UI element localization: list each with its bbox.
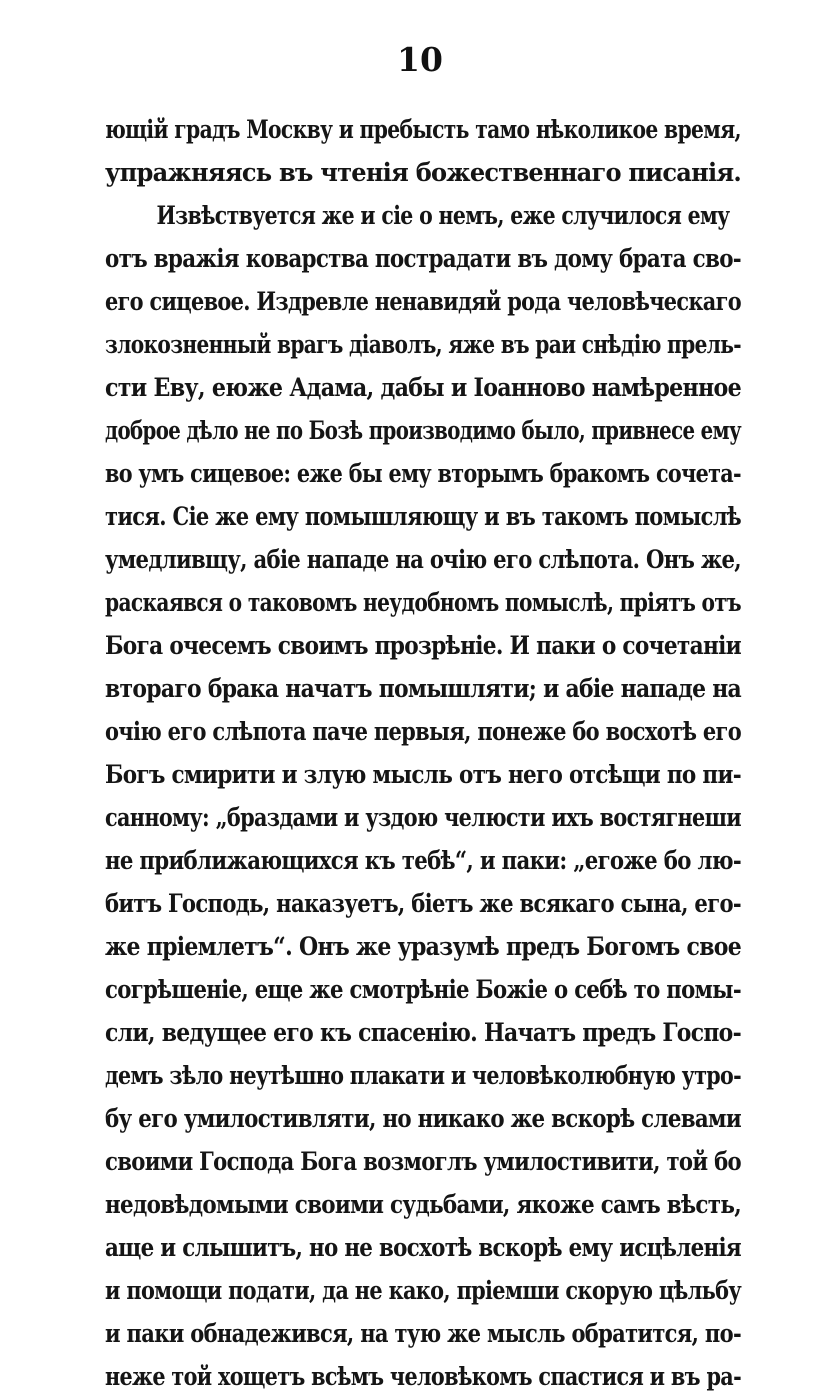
text-line: демъ зѣло неутѣшно плакати и человѣколюбную утро- xyxy=(105,1061,741,1090)
text-line: упражняясь въ чтенія божественнаго писанія. xyxy=(105,158,742,187)
text-line: не приближающихся къ тебѣ“, и паки: „егоже бо лю- xyxy=(105,846,742,875)
text-line: втораго брака начатъ помышляти; и абіе нападе на xyxy=(105,674,742,703)
text-line: злокозненный врагъ діаволъ, яже въ раи снѣдію прель- xyxy=(105,330,742,359)
text-line: Богъ смирити и злую мысль отъ него отсѣщи по пи- xyxy=(105,760,741,789)
text-line: своими Господа Бога возмоглъ умилостивити, той бо xyxy=(105,1147,741,1176)
text-line: бу его умилостивляти, но никако же вскорѣ слевами xyxy=(105,1104,741,1133)
text-line: отъ вражія коварства пострадати въ дому брата сво- xyxy=(105,244,742,273)
text-line: очію его слѣпота паче первыя, понеже бо восхотѣ его xyxy=(105,717,742,746)
text-line: умедливщу, абіе нападе на очію его слѣпота. Онъ же, xyxy=(105,545,741,574)
text-line: и паки обнадежився, на тую же мысль обратится, по- xyxy=(105,1319,742,1348)
text-line: его сицевое. Издревле ненавидяй рода человѣческаго xyxy=(105,287,741,316)
text-line: же пріемлетъ“. Онъ же уразумѣ предъ Богомъ свое xyxy=(105,932,741,961)
text-line: санному: „браздами и уздою челюсти ихъ востягнеши xyxy=(105,803,742,832)
body-text xyxy=(105,108,741,1398)
text-line: ющій градъ Москву и пребысть тамо нѣколикое время, xyxy=(105,115,741,144)
text-line: Бога очесемъ своимъ прозрѣніе. И паки о сочетаніи xyxy=(105,631,742,660)
text-line: согрѣшеніе, еще же смотрѣніе Божіе о себѣ то помы- xyxy=(105,975,741,1004)
text-line: сти Еву, еюже Адама, дабы и Іоанново намѣренное xyxy=(105,373,741,402)
text-line: и помощи подати, да не како, пріемши скорую цѣльбу xyxy=(105,1276,742,1305)
text-line: раскаявся о таковомъ неудобномъ помыслѣ, пріятъ отъ xyxy=(105,588,741,617)
paragraph-start-line: Извѣствуется же и сіе о немъ, еже случилося ему xyxy=(156,201,730,230)
text-line: доброе дѣло не по Бозѣ производимо было, привнесе ему xyxy=(105,416,741,445)
text-line: битъ Господь, наказуетъ, біетъ же всякаго сына, его- xyxy=(105,889,741,918)
text-line: тися. Сіе же ему помышляющу и въ такомъ помыслѣ xyxy=(105,502,742,531)
text-line: аще и слышитъ, но не восхотѣ вскорѣ ему исцѣленія xyxy=(105,1233,742,1262)
text-line: сли, ведущее его къ спасенію. Начатъ предъ Госпо- xyxy=(105,1018,741,1047)
text-line: недовѣдомыми своими судьбами, якоже самъ вѣсть, xyxy=(105,1190,742,1219)
text-line: неже той хощетъ всѣмъ человѣкомъ спастися и въ ра- xyxy=(105,1362,742,1391)
page-number: 10 xyxy=(397,40,443,79)
text-line: во умъ сицевое: еже бы ему вторымъ бракомъ сочета- xyxy=(105,459,741,488)
